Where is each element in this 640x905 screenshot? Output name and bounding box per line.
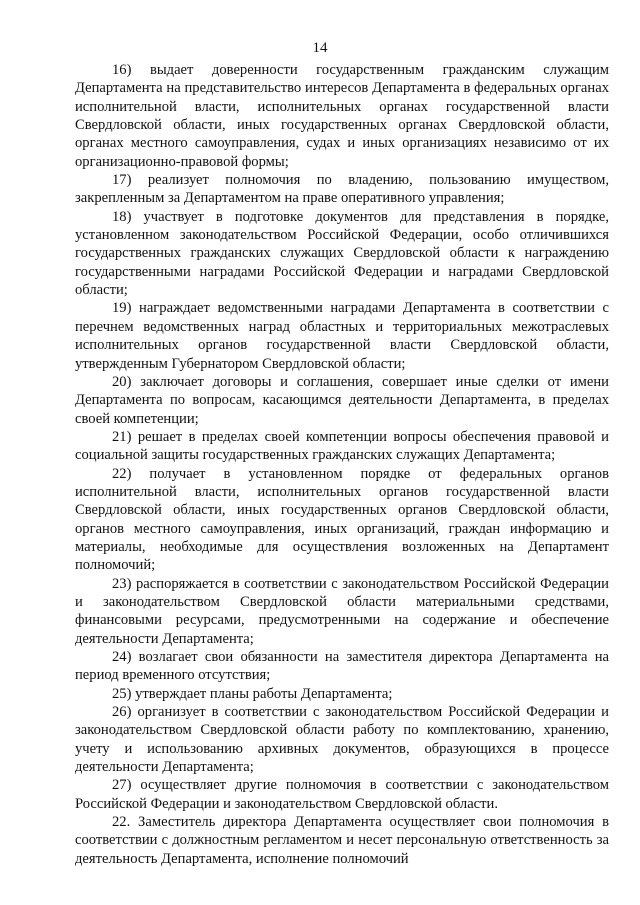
document-body xyxy=(75,61,609,868)
paragraph-item-17: 17) реализует полномочия по владению, пользованию имуществом, закрепленным за Департаментом на праве оперативного управления; xyxy=(75,172,609,207)
paragraph-item-27: 27) осуществляет другие полномочия в соответствии с законодательством Российской Федерации и законодательством Свердловской области. xyxy=(75,777,609,812)
paragraph-item-18: 18) участвует в подготовке документов для представления в порядке, установленном законодательством Российской Федерации, особо отличившихся государственных гражданских служащих Свердловской области к награждению государственными наградами Российской Федерации и наградами Свердловской области; xyxy=(75,208,609,299)
paragraph-item-21: 21) решает в пределах своей компетенции вопросы обеспечения правовой и социальной защиты государственных гражданских служащих Департамента; xyxy=(75,428,609,464)
paragraph-item-26: 26) организует в соответствии с законодательством Российской Федерации и законодательством Свердловской области работу по комплектованию, хранению, учету и использованию архивных документов, образующихся в процессе деятельности Департамента; xyxy=(75,704,609,776)
paragraph-item-24: 24) возлагает свои обязанности на заместителя директора Департамента на период временного отсутствия; xyxy=(75,649,609,684)
page-number: 14 xyxy=(312,40,328,56)
paragraph-item-16: 16) выдает доверенности государственным гражданским служащим Департамента на представительство интересов Департамента в федеральных органах исполнительной власти, исполнительных органах государственной власти Свердловской области, иных государственных органах Свердловской области, органах местного самоуправления, судах и иных организациях независимо от их организационно-правовой формы; xyxy=(75,62,609,170)
paragraph-item-25: 25) утверждает планы работы Департамента; xyxy=(112,685,393,702)
paragraph-item-20: 20) заключает договоры и соглашения, совершает иные сделки от имени Департамента по вопросам, касающимся деятельности Департамента, в пределах своей компетенции; xyxy=(75,373,609,427)
paragraph-item-23: 23) распоряжается в соответствии с законодательством Российской Федерации и законодательством Свердловской области материальными средствами, финансовыми ресурсами, предусмотренными на содержание и обеспечение деятельности Департамента; xyxy=(75,575,609,647)
section-22-paragraph: 22. Заместитель директора Департамента осуществляет свои полномочия в соответствии с должностным регламентом и несет персональную ответственность за деятельность Департамента, исполнение полномочий xyxy=(75,814,609,867)
paragraph-item-22: 22) получает в установленном порядке от федеральных органов исполнительной власти, исполнительных органов государственной власти Свердловской области, иных государственных органов Свердловской области, органов местного самоуправления, иных организаций, граждан информацию и материалы, необходимые для осуществления возложенных на Департамент полномочий; xyxy=(75,465,609,574)
paragraph-item-19: 19) награждает ведомственными наградами Департамента в соответствии с перечнем ведомственных наград областных и территориальных межотраслевых исполнительных органов государственной власти Свердловской области, утвержденным Губернатором Свердловской области; xyxy=(75,300,609,372)
